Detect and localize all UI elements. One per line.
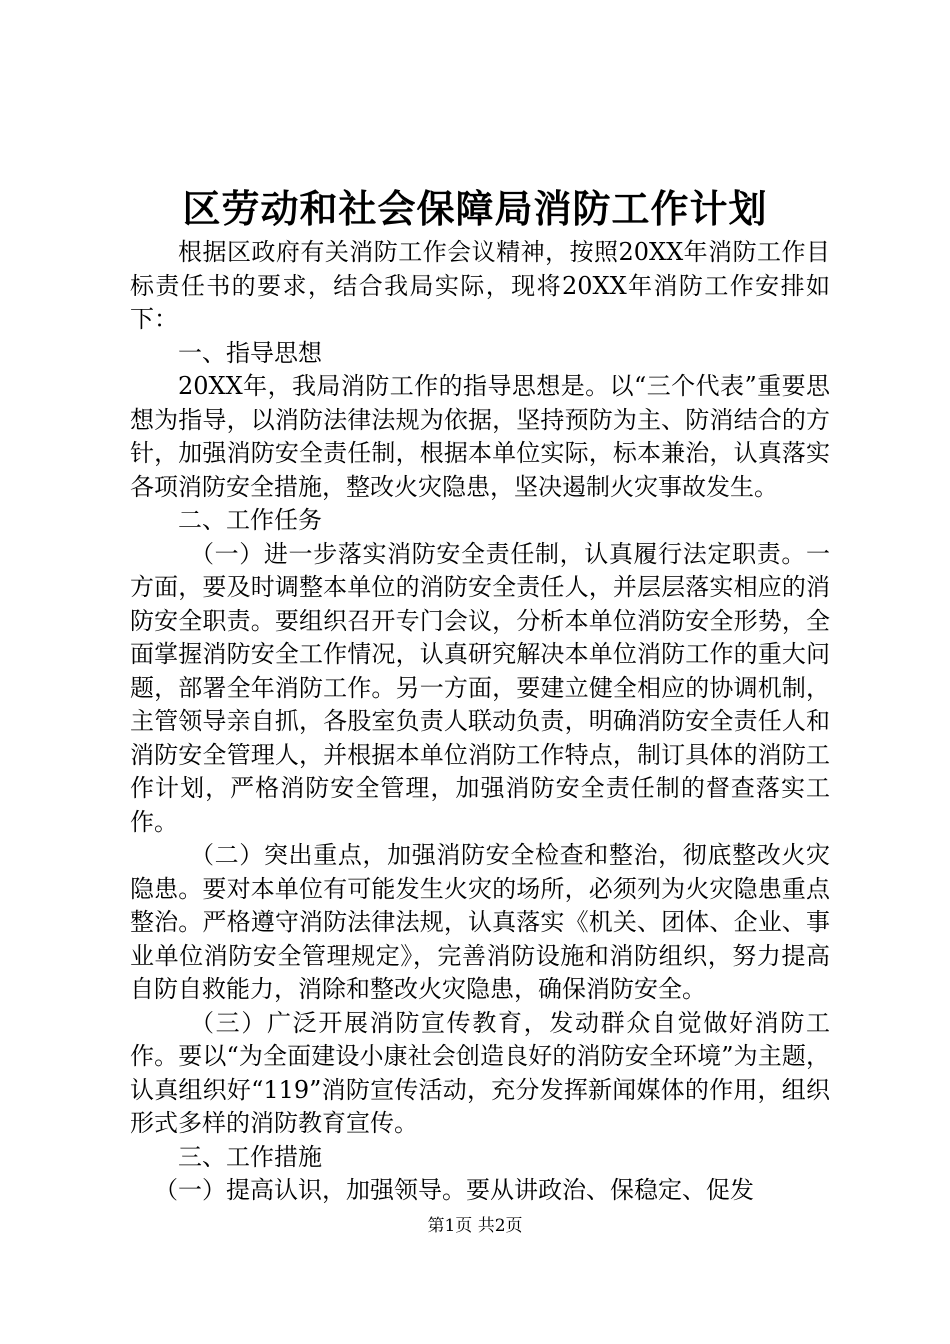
task-paragraph-1: （一）进一步落实消防安全责任制，认真履行法定职责。一方面，要及时调整本单位的消防安全责任人，并层层落实相应的消防安全职责。要组织召开专门会议，分析本单位消防安全形势，全面掌握消防安全工作情况，认真研究解决本单位消防工作的重大问题，部署全年消防工作。另一方面，要建立健全相应的协调机制，主管领导亲自抓，各股室负责人联动负责，明确消防安全责任人和消防安全管理人，并根据本单位消防工作特点，制订具体的消防工作计划，严格消防安全管理，加强消防安全责任制的督查落实工作。 [130, 539, 830, 836]
intro-paragraph: 根据区政府有关消防工作会议精神，按照20XX年消防工作目标责任书的要求，结合我局实际，现将20XX年消防工作安排如下： [130, 238, 830, 333]
section-heading-guiding-thought: 一、指导思想 [178, 338, 322, 367]
task-paragraph-3: （三）广泛开展消防宣传教育，发动群众自觉做好消防工作。要以“为全面建设小康社会创造良好的消防安全环境”为主题，认真组织好“119”消防宣传活动，充分发挥新闻媒体的作用，组织形式多样的消防教育宣传。 [130, 1008, 830, 1137]
measure-paragraph-1: （一）提高认识，加强领导。要从讲政治、保稳定、促发 [154, 1176, 754, 1204]
section-heading-tasks: 二、工作任务 [178, 506, 322, 534]
document-title: 区劳动和社会保障局消防工作计划 [182, 186, 768, 231]
section-heading-measures: 三、工作措施 [178, 1142, 322, 1171]
task-paragraph-2: （二）突出重点，加强消防安全检查和整治，彻底整改火灾隐患。要对本单位有可能发生火灾的场所，必须列为火灾隐患重点整治。严格遵守消防法律法规，认真落实《机关、团体、企业、事业单位消防安全管理规定》，完善消防设施和消防组织，努力提高自防自救能力，消除和整改火灾隐患，确保消防安全。 [130, 841, 830, 1003]
guiding-thought-paragraph: 20XX年，我局消防工作的指导思想是。以“三个代表”重要思想为指导，以消防法律法规为依据，坚持预防为主、防消结合的方针，加强消防安全责任制，根据本单位实际，标本兼治，认真落实各项消防安全措施，整改火灾隐患，坚决遏制火灾事故发生。 [130, 372, 830, 501]
page-number-footer: 第1页 共2页 [427, 1216, 523, 1236]
document-body [130, 236, 830, 1208]
